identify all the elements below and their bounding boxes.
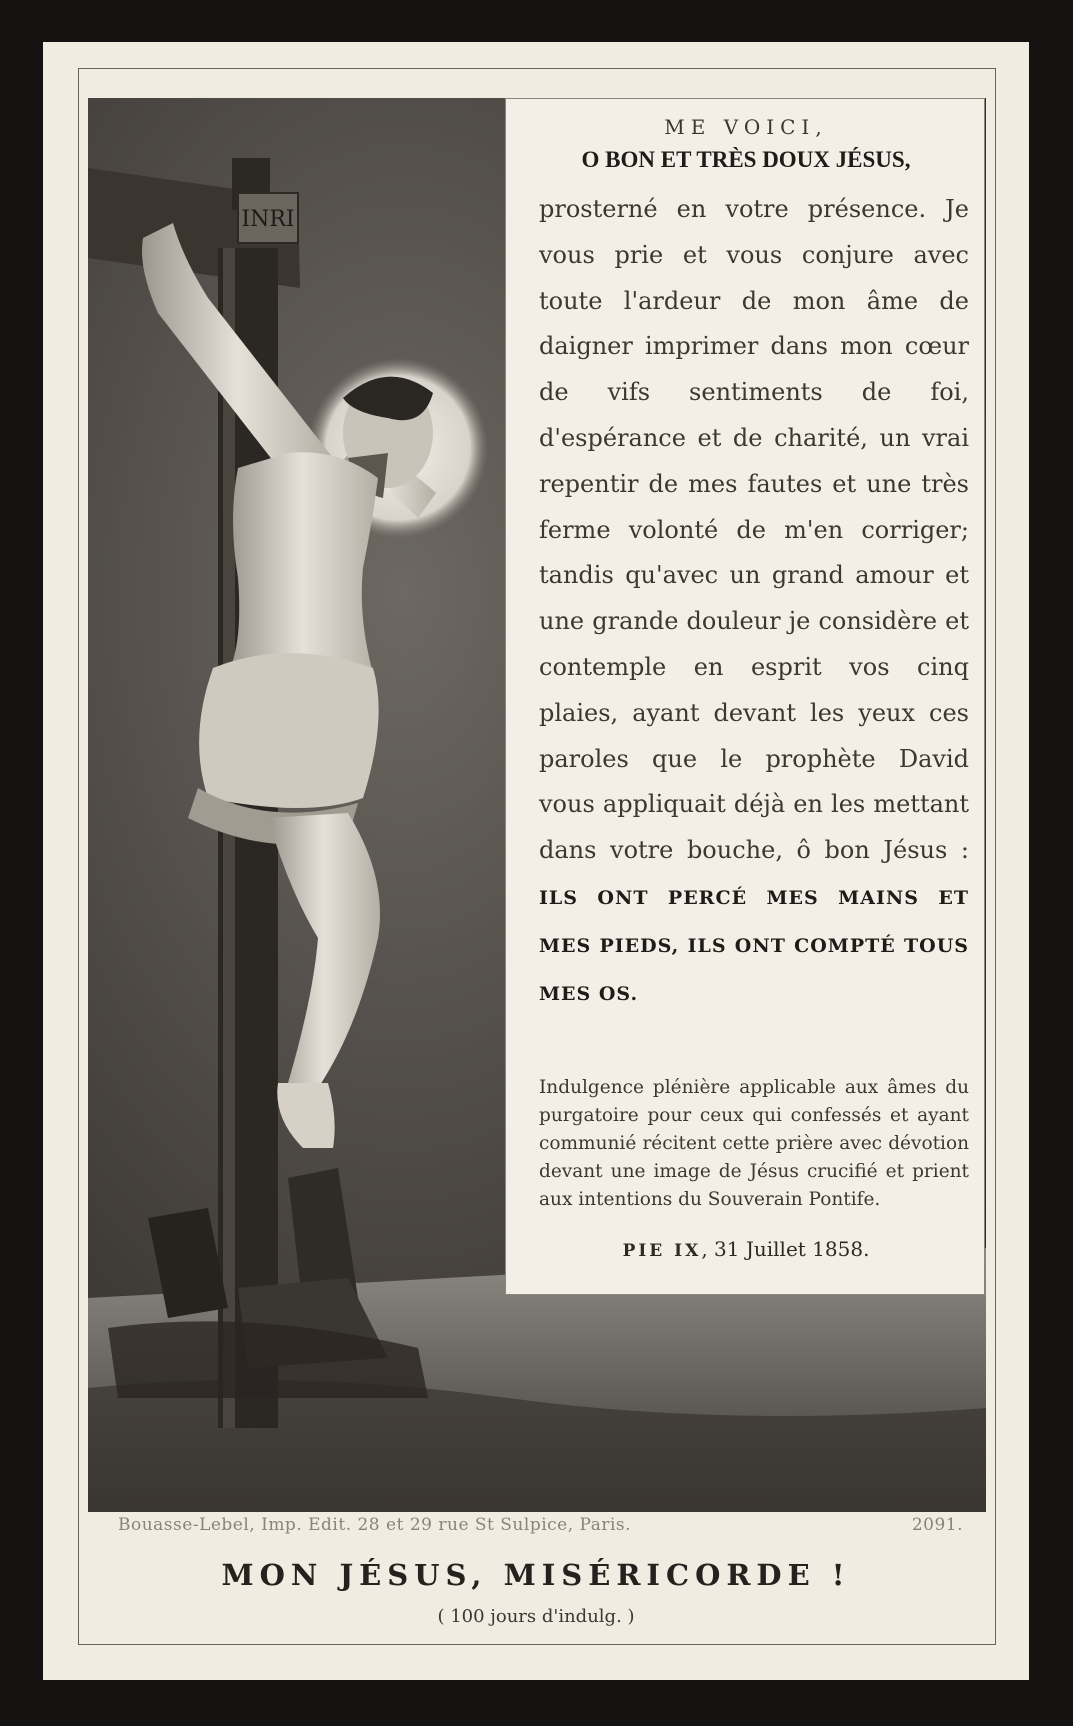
heading-line-2: O BON ET TRÈS DOUX JÉSUS, bbox=[581, 147, 911, 172]
prayer-quote: ILS ONT PERCÉ MES MAINS ET MES PIEDS, ILS ONT COMPTÉ TOUS MES OS. bbox=[539, 886, 969, 1005]
indulgence-note: Indulgence plénière applicable aux âmes du purgatoire pour ceux qui confessés et ayant communié récitent cette prière avec dévotion devant une image de Jésus crucifié et prient aux intentions du Souverain Pontife. bbox=[539, 1077, 969, 1210]
prayer-panel bbox=[505, 98, 985, 1295]
prayer-body: prosterné en votre présence. Je vous prie et vous conjure avec toute l'ardeur de mon âme de daigner imprimer dans mon cœur de vifs sentiments de foi, d'espérance et de charité, un vrai repentir de mes fautes et une très ferme volonté de m'en corriger; tandis qu'avec un grand amour et une grande douleur je considère et contemple en esprit vos cinq plaies, ayant devant les yeux ces paroles que le prophète David vous appliquait déjà en les mettant dans votre bouche, ô bon Jésus : bbox=[539, 195, 969, 865]
inri-plaque: INRI bbox=[241, 207, 295, 232]
footer-title: MON JÉSUS, MISÉRICORDE ! bbox=[221, 1558, 851, 1592]
heading-line-1: ME VOICI, bbox=[664, 115, 828, 139]
imprint-number: 2091. bbox=[911, 1515, 963, 1535]
imprint-publisher: Bouasse-Lebel, Imp. Edit. 28 et 29 rue St Sulpice, Paris. bbox=[118, 1515, 632, 1535]
publisher-imprint bbox=[118, 1515, 963, 1535]
signature bbox=[506, 1237, 986, 1261]
signature-pope: PIE IX bbox=[622, 1241, 702, 1261]
prayer-text bbox=[539, 187, 969, 1017]
signature-date: , 31 Juillet 1858. bbox=[701, 1237, 870, 1261]
footer-subtitle: ( 100 jours d'indulg. ) bbox=[437, 1606, 635, 1627]
